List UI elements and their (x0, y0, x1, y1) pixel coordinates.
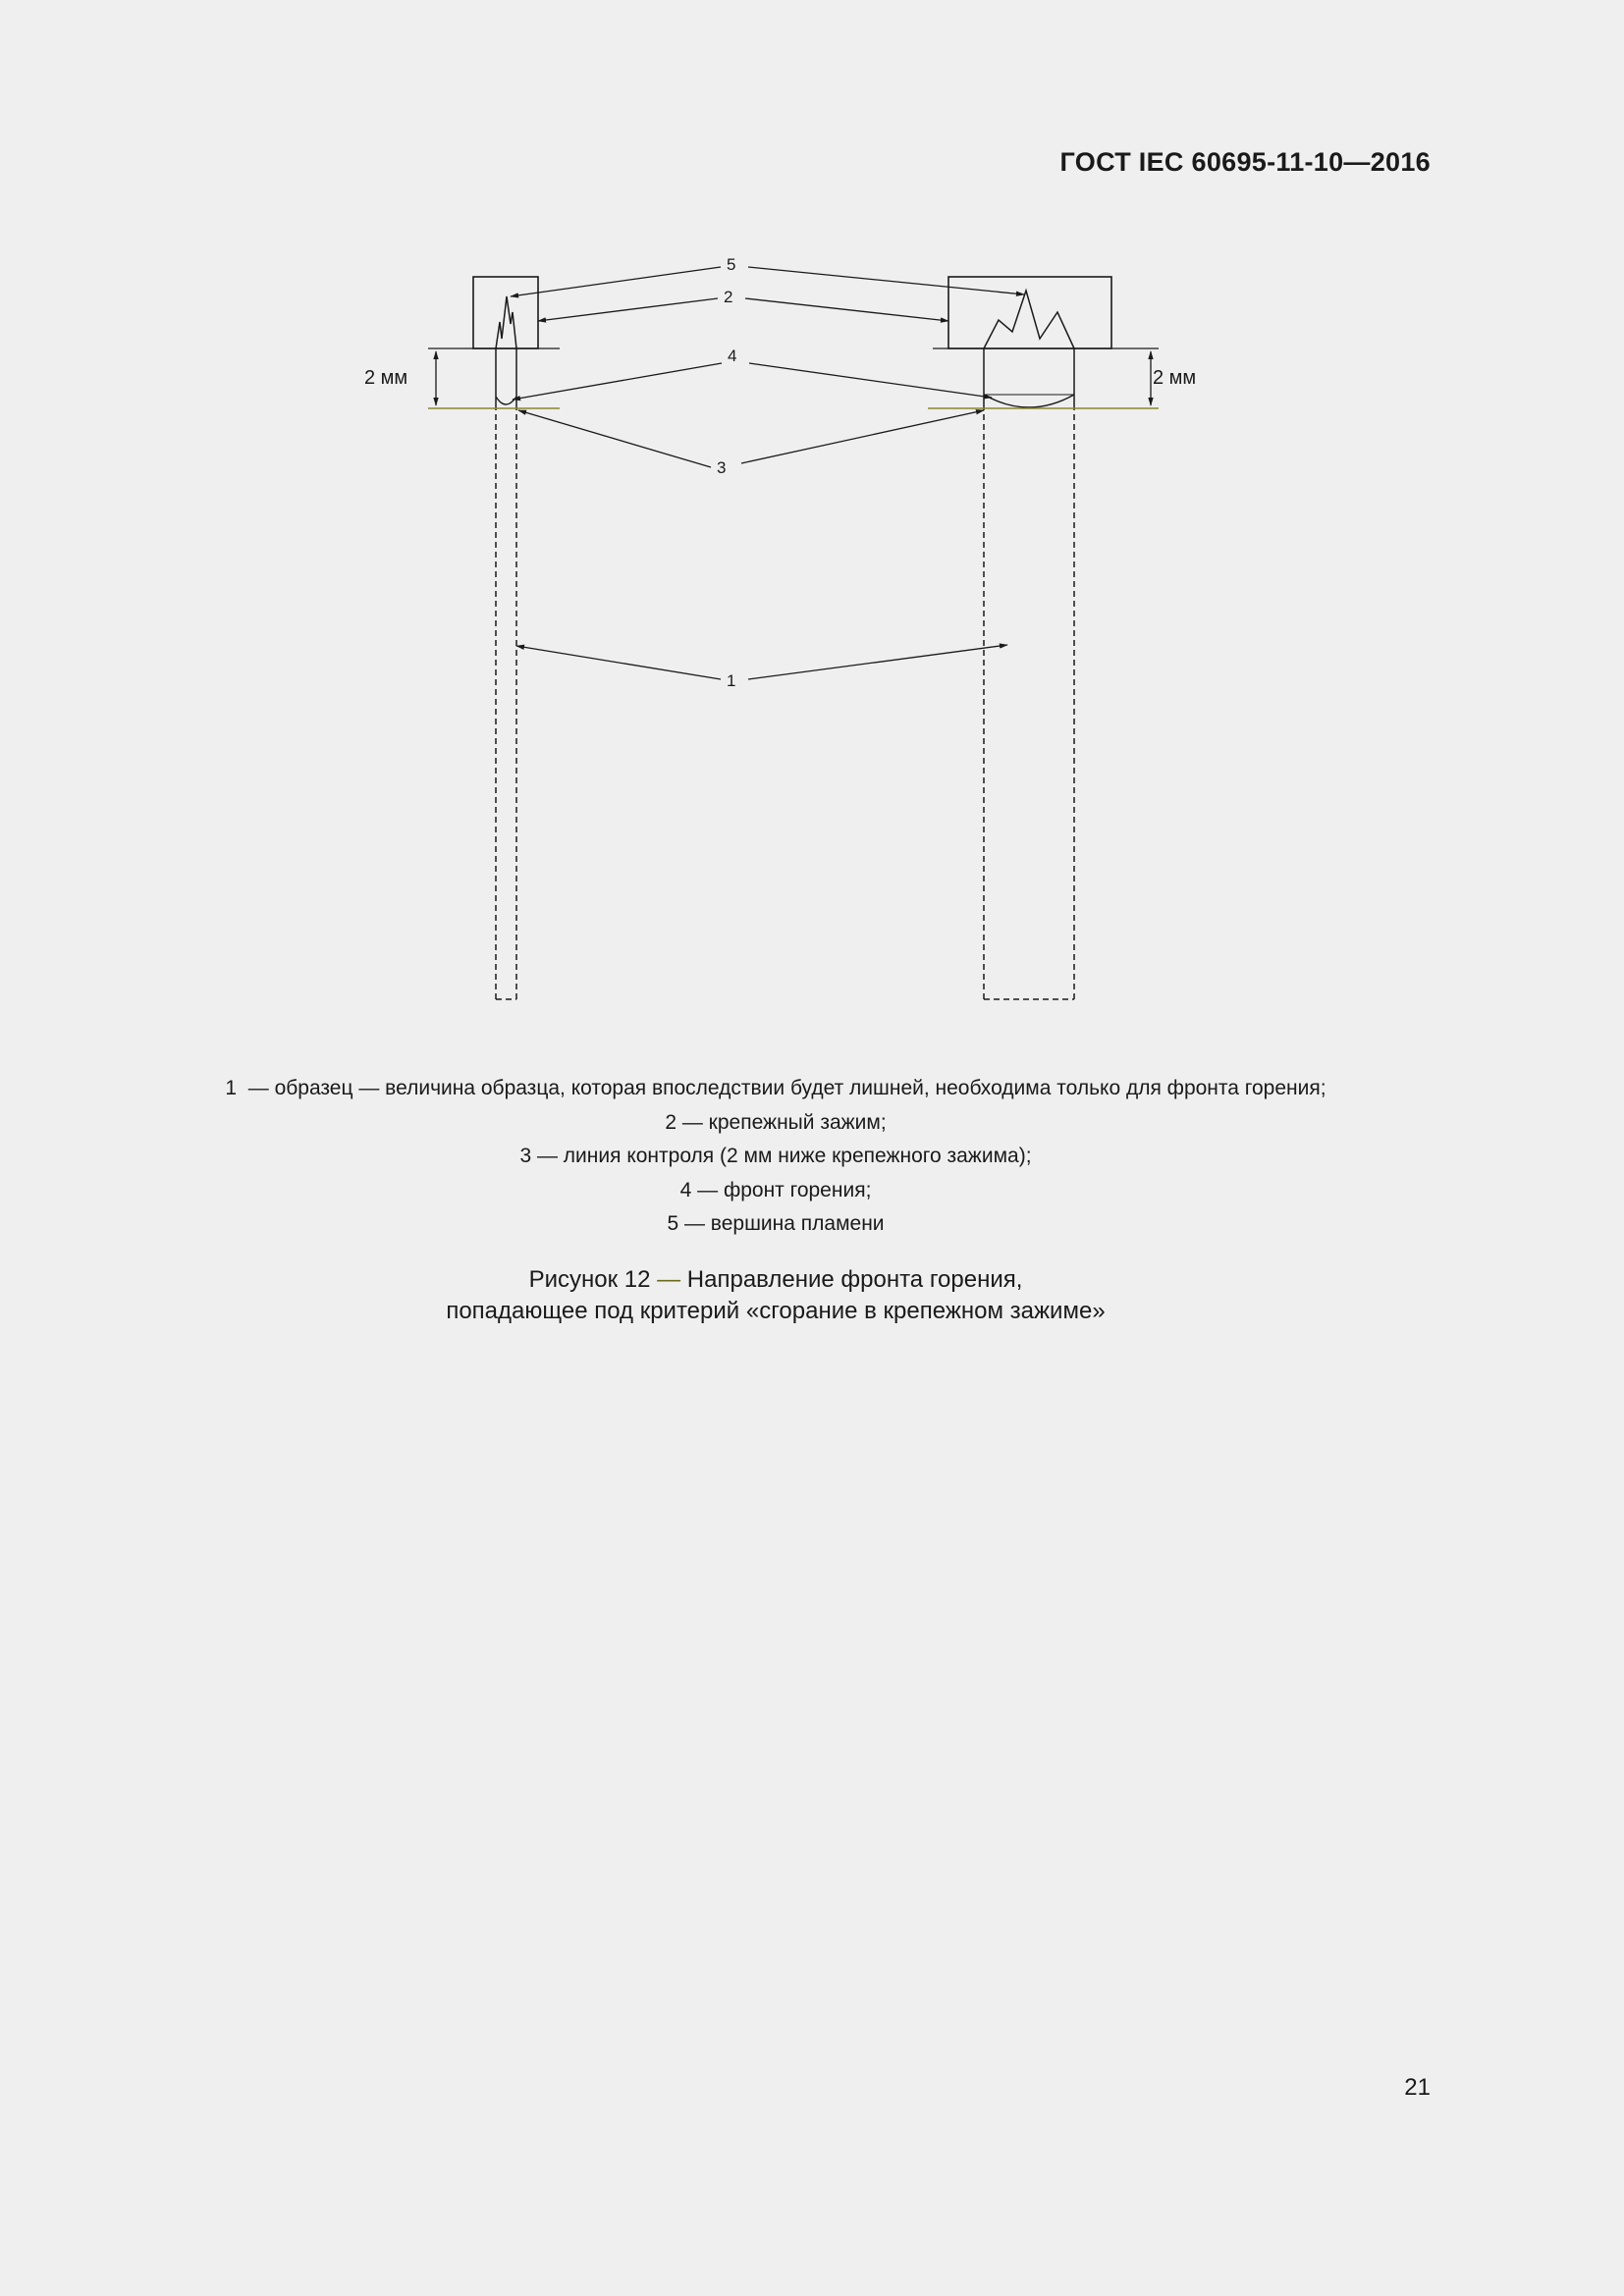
standard-code-header: ГОСТ IEC 60695-11-10—2016 (1059, 147, 1431, 177)
page-number: 21 (1404, 2074, 1431, 2101)
leader-1-right (748, 645, 1007, 679)
right-dimension-label: 2 мм (1153, 367, 1197, 389)
right-burning-front (984, 395, 1074, 407)
leader-3-right (741, 410, 984, 463)
right-clamp (948, 277, 1111, 348)
left-flame (496, 296, 516, 348)
leader-1-left (516, 646, 721, 679)
burning-front-figure (0, 0, 1624, 1041)
callout-5: 5 (727, 255, 736, 274)
right-flame (984, 291, 1074, 348)
caption-prefix: Рисунок 12 (528, 1266, 658, 1293)
leader-2-right (745, 298, 948, 321)
left-clamp (473, 277, 538, 348)
caption-title: Направление фронта горения, (680, 1266, 1023, 1293)
callout-2: 2 (724, 288, 733, 306)
left-burning-front (496, 397, 516, 404)
left-dimension-label: 2 мм (364, 367, 408, 389)
caption-dash: — (657, 1266, 681, 1293)
leader-5-right (748, 267, 1024, 294)
legend-item: 3 — линия контроля (2 мм ниже крепежного зажима); (519, 1145, 1032, 1167)
leader-4-left (513, 363, 722, 400)
legend-item: 5 — вершина пламени (667, 1212, 885, 1235)
callout-3: 3 (717, 458, 727, 477)
leader-2-left (538, 298, 718, 321)
caption-line-2: попадающее под критерий «сгорание в крепежном зажиме» (446, 1298, 1106, 1324)
leader-4-right (749, 363, 992, 398)
leader-3-left (518, 410, 711, 467)
callout-4: 4 (728, 347, 737, 365)
figure-caption (0, 1264, 1551, 1327)
callout-1: 1 (727, 671, 736, 690)
legend-item: 2 — крепежный зажим; (665, 1110, 887, 1134)
legend-item: 1 — образец — величина образца, которая впоследствии будет лишней, необходима только для фронта горения; (225, 1077, 1326, 1099)
leader-5-left (511, 267, 721, 296)
caption-line-1 (0, 1264, 1551, 1296)
figure-legend (0, 1072, 1551, 1242)
legend-item: 4 — фронт горения; (679, 1178, 872, 1201)
